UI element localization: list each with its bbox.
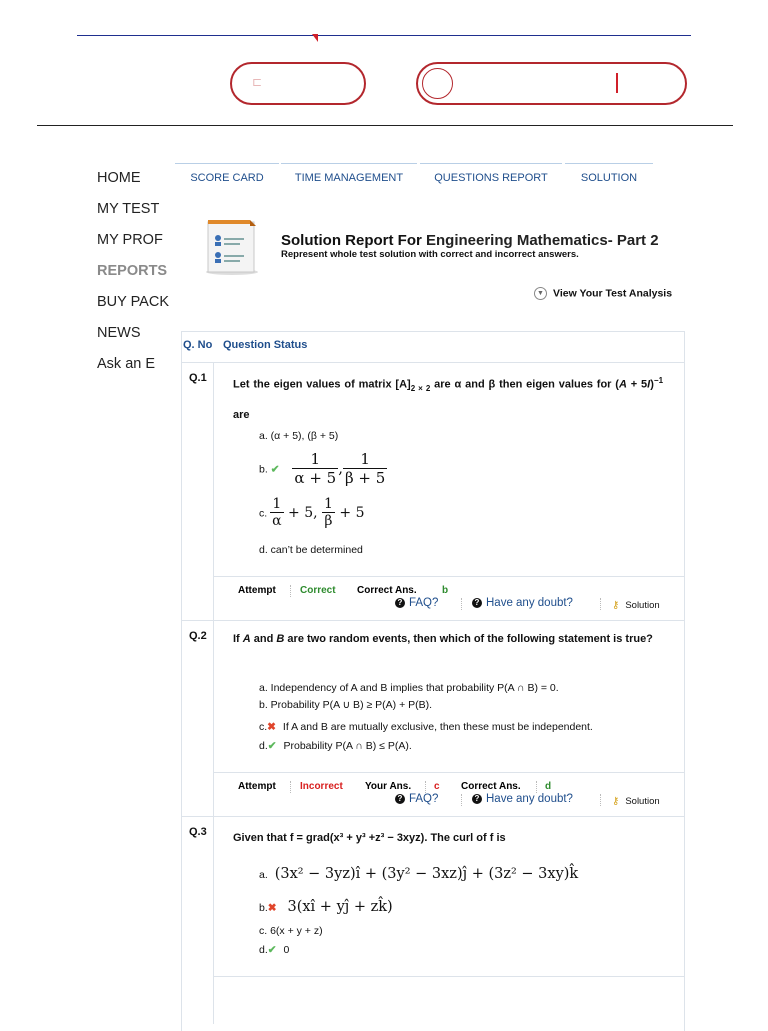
faq-link[interactable]: ? FAQ? [395, 793, 438, 805]
separator [536, 781, 538, 793]
tab-time-management[interactable]: TIME MANAGEMENT [281, 163, 417, 192]
col-header-status: Question Status [223, 339, 308, 351]
solution-link[interactable]: ⚷ Solution [612, 796, 660, 807]
solution-table [181, 331, 685, 1031]
separator [425, 781, 427, 793]
doubt-link[interactable]: ? Have any doubt? [472, 597, 573, 609]
option-a: a. (3x² − 3yz)î + (3y² − 3xz)ĵ + (3z² − 3xy)k̂ [259, 866, 579, 882]
sidebar-item-my-profile[interactable]: MY PROF [97, 232, 163, 248]
your-ans-value: c [434, 781, 440, 792]
question-number: Q.3 [189, 826, 207, 838]
question-circle-icon: ? [395, 598, 405, 608]
option-d: d.✔ Probability P(A ∩ B) ≤ P(A). [259, 740, 412, 752]
sidebar-item-ask-expert[interactable]: Ask an E [97, 356, 156, 372]
your-ans-label: Your Ans. [365, 781, 412, 792]
title-prefix: Solution Report For [281, 232, 422, 249]
view-analysis-link[interactable] [534, 287, 672, 300]
separator [600, 794, 602, 806]
separator [290, 585, 292, 597]
row-divider [214, 576, 684, 577]
circle-icon [422, 68, 453, 99]
question-circle-icon: ? [472, 598, 482, 608]
row-divider [182, 362, 684, 363]
tab-questions-report[interactable]: QUESTIONS REPORT [420, 163, 562, 192]
attempt-label: Attempt [238, 781, 276, 792]
option-b: b. Probability P(A ∪ B) ≥ P(A) + P(B). [259, 699, 433, 711]
row-divider [214, 976, 684, 977]
correct-ans-label: Correct Ans. [357, 585, 417, 596]
header-pill-left[interactable] [230, 62, 366, 105]
question-text: Let the eigen values of matrix $[A]_{2 \times 2}$ are α and β then eigen values for $(A + 5I)^{-1}$ are [233, 376, 664, 421]
header-search-pill[interactable] [416, 62, 687, 105]
sidebar-item-buy-package[interactable]: BUY PACK [97, 294, 169, 310]
header-rule [37, 125, 733, 126]
status-badge: Correct [300, 585, 336, 596]
tab-score-card[interactable]: SCORE CARD [175, 163, 279, 192]
option-c: c. $\frac{1}{\alpha}$ + 5, $\frac{1}{\beta}$ + 5 [259, 496, 365, 529]
view-analysis-label: View Your Test Analysis [553, 287, 673, 300]
status-badge: Incorrect [300, 781, 343, 792]
tab-solution[interactable]: SOLUTION [565, 163, 653, 192]
cross-icon: ✖ [267, 902, 277, 914]
top-divider [77, 35, 691, 36]
text-caret [616, 73, 618, 93]
option-c: c.✖ If A and B are mutually exclusive, then these must be independent. [259, 721, 593, 733]
key-icon: ⚷ [612, 796, 620, 807]
separator [461, 598, 463, 610]
document-icon [202, 216, 262, 276]
correct-ans-value: b [442, 585, 449, 596]
row-divider [182, 816, 684, 817]
sidebar-item-news[interactable]: NEWS [97, 325, 141, 341]
faq-link[interactable]: ? FAQ? [395, 597, 438, 609]
check-icon: ✔ [267, 944, 277, 956]
question-text: If A and B are two random events, then which of the following statement is true? [233, 633, 653, 645]
question-circle-icon: ? [395, 794, 405, 804]
chevron-down-icon: ▼ [534, 287, 547, 300]
top-marker [312, 34, 318, 42]
cross-icon: ✖ [267, 721, 276, 733]
option-d: d.✔ 0 [259, 944, 290, 956]
row-divider [182, 620, 684, 621]
option-d: d. can’t be determined [259, 544, 363, 556]
pill-icon: ⊏ [252, 75, 263, 89]
check-icon: ✔ [267, 740, 277, 752]
question-text: Given that f = grad(x³ + y³ +z³ − 3xyz). The curl of f is [233, 832, 506, 844]
page-subtitle: Represent whole test solution with correct and incorrect answers. [281, 249, 579, 260]
option-c: c. 6(x + y + z) [259, 925, 323, 937]
solution-link[interactable]: ⚷ Solution [612, 600, 660, 611]
option-b: b. ✔ $\frac{1}{\alpha + 5}$ , $\frac{1}{\beta + 5}$ [259, 450, 386, 487]
correct-ans-label: Correct Ans. [461, 781, 521, 792]
sidebar-item-home[interactable]: HOME [97, 170, 141, 186]
attempt-label: Attempt [238, 585, 276, 596]
title-test-name: Engineering Mathematics- Part 2 [426, 232, 659, 249]
question-number: Q.2 [189, 630, 207, 642]
check-icon: ✔ [270, 463, 280, 476]
separator [461, 794, 463, 806]
doubt-link[interactable]: ? Have any doubt? [472, 793, 573, 805]
question-number: Q.1 [189, 372, 207, 384]
separator [600, 598, 602, 610]
sidebar-item-my-test[interactable]: MY TEST [97, 201, 160, 217]
option-b: b.✖ 3(xî + yĵ + zk̂) [259, 899, 393, 915]
key-icon: ⚷ [612, 600, 620, 611]
column-divider [213, 363, 214, 1024]
sidebar-item-reports[interactable]: REPORTS [97, 263, 168, 279]
separator [290, 781, 292, 793]
row-divider [214, 772, 684, 773]
correct-ans-value: d [545, 781, 552, 792]
col-header-qno: Q. No [183, 339, 213, 351]
question-circle-icon: ? [472, 794, 482, 804]
option-a: a. Independency of A and B implies that probability P(A ∩ B) = 0. [259, 682, 559, 694]
page-title [281, 232, 659, 249]
option-a: a. (α + 5), (β + 5) [259, 430, 339, 442]
